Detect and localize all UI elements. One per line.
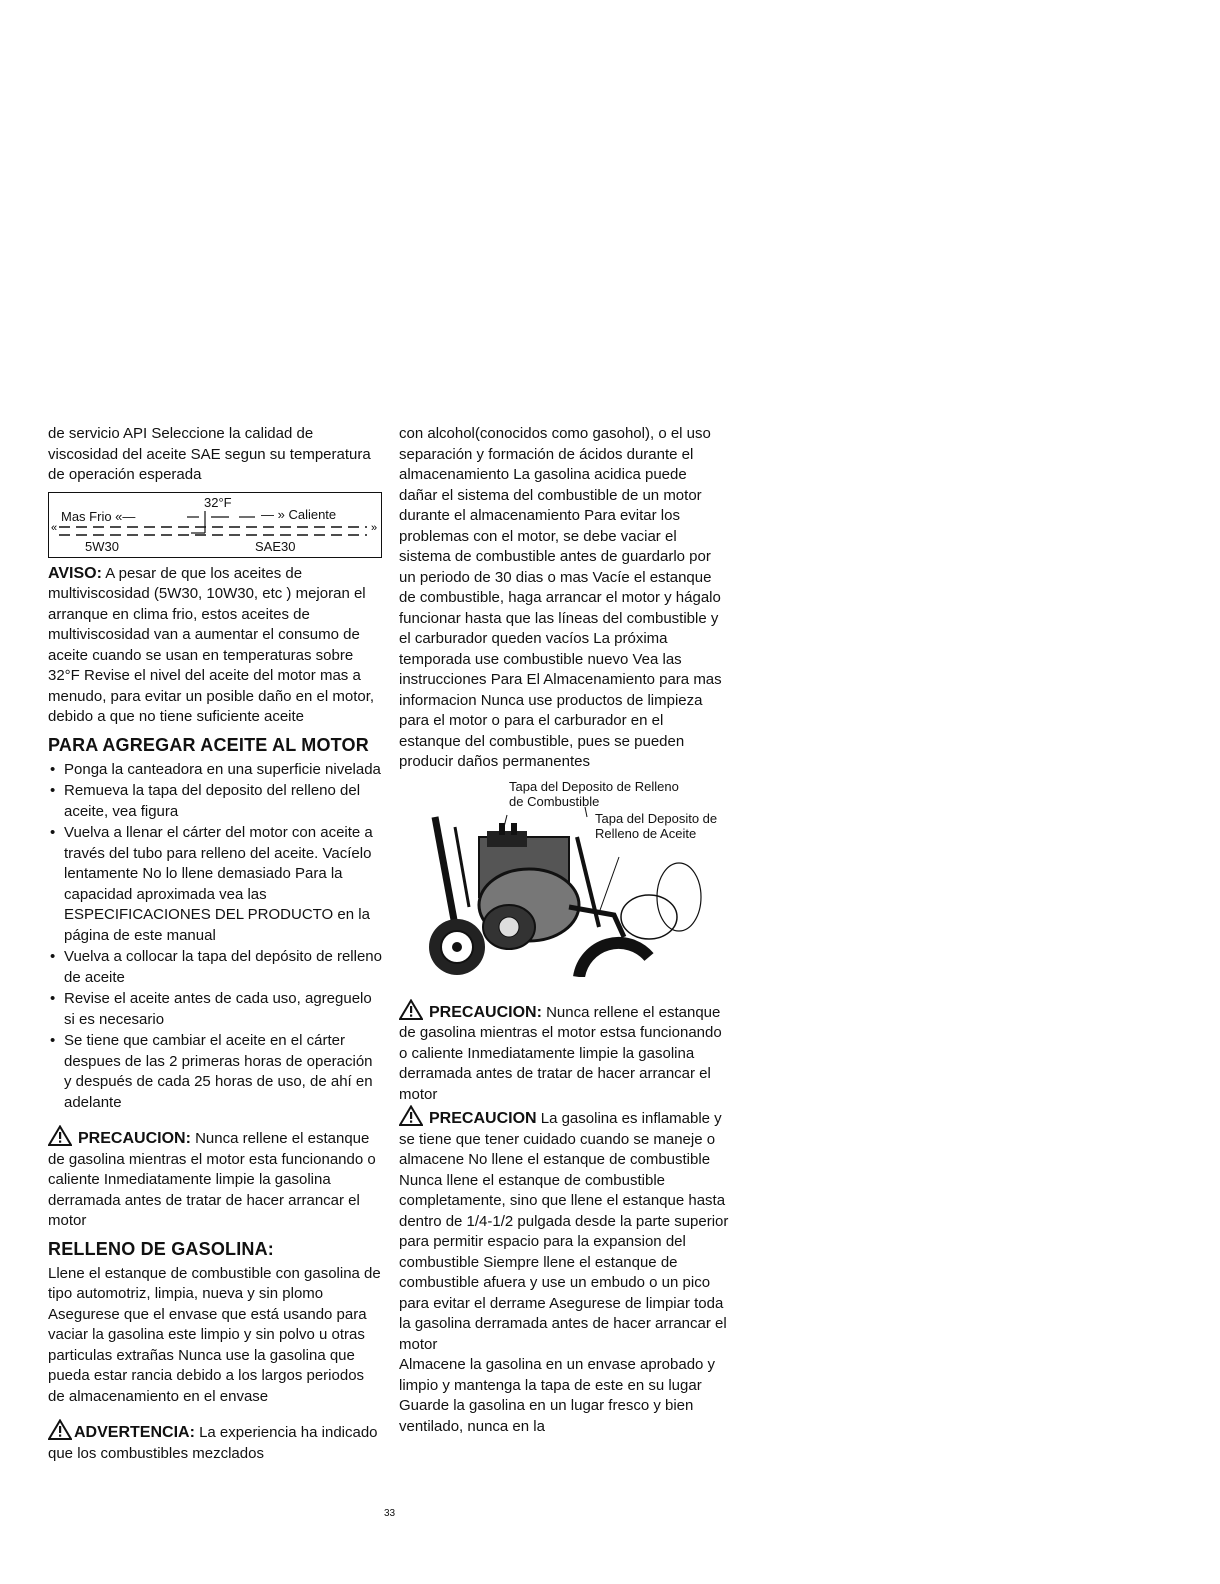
- caution-paragraph-1: [48, 1125, 382, 1232]
- right-column: [399, 424, 729, 1437]
- caution-text-2: Nunca rellene el estanque de gasolina mientras el motor estsa funcionando o caliente Inmediatamente limpie la gasolina derramada antes de tratar de hacer arrancar el motor: [399, 1003, 722, 1103]
- aviso-label: AVISO:: [48, 564, 102, 582]
- intro-paragraph: de servicio API Seleccione la calidad de viscosidad del aceite SAE segun su temperatura de operación esperada: [48, 425, 371, 483]
- storage-paragraph: Almacene la gasolina en un envase aprobado y limpio y mantenga la tapa de este en su lugar Guarde la gasolina en un lugar fresco y bien ventilado, nunca en la: [399, 1356, 716, 1435]
- viscosity-cold-label: Mas Frio «—: [61, 508, 136, 524]
- caution-label-3: PRECAUCION: [429, 1110, 537, 1127]
- fuel-heading: RELLENO DE GASOLINA:: [48, 1238, 275, 1259]
- add-oil-list: [48, 760, 382, 1114]
- warning-paragraph: [48, 1419, 382, 1464]
- aviso-text: A pesar de que los aceites de multiviscosidad (5W30, 10W30, etc ) mejoran el arranque en clima frio, estos aceites de multiviscosidad van a aumentar el consumo de aceite cuando se usan en temperaturas sobre 32°F Revise el nivel del aceite del motor mas a menudo, para evitar un posible daño en el motor, debido a que no tiene suficiente aceite: [48, 564, 375, 725]
- list-item: • Remueva la tapa del deposito del relleno del aceite, vea figura: [48, 781, 382, 822]
- list-item: • Ponga la canteadora en una superficie nivelada: [48, 760, 382, 781]
- left-column: [48, 424, 382, 1464]
- aviso-paragraph: [48, 564, 382, 728]
- viscosity-chart: [48, 492, 382, 558]
- caution-text-1: Nunca rellene el estanque de gasolina mientras el motor esta funcionando o caliente Inmediatamente limpie la gasolina derramada antes de tratar de hacer arrancar el motor: [48, 1130, 376, 1229]
- warning-triangle-icon: [48, 1419, 72, 1440]
- warning-triangle-icon: [399, 999, 423, 1020]
- viscosity-oil-hot: SAE30: [255, 538, 296, 554]
- svg-text:«: «: [51, 521, 58, 534]
- add-oil-heading: PARA AGREGAR ACEITE AL MOTOR: [48, 734, 369, 755]
- caution-text-3: La gasolina es inflamable y se tiene que tener cuidado cuando se maneje o almacene No llene el estanque de combustible Nunca llene el estanque de combustible completamente, sino que llene el estanque hasta dentro de 1/4-1/2 pulgada desde la parte superior para permitir espacio para la expansion del combustible Siempre llene el estanque de combustible afuera y use un embudo o un pico para evitar el derrame Asegurese de limpiar toda la gasolina derramada antes de hacer arrancar el motor: [399, 1110, 729, 1353]
- viscosity-temperature: 32°F: [204, 494, 232, 510]
- list-item: • Se tiene que cambiar el aceite en el cárter despues de las 2 primeras horas de operación y después de cada 25 horas de uso, de ahí en adelante: [48, 1031, 382, 1113]
- caution-paragraph-2: [399, 999, 729, 1106]
- list-item: • Vuelva a llenar el cárter del motor con aceite a través del tubo para relleno del aceite. Vacíelo lentamente No lo llene demasiado Para la capacidad aproximada vea las ESPECIFICACIONES DEL PRODUCTO en la página de este manual: [48, 823, 382, 946]
- viscosity-hot-label: — » Caliente: [261, 506, 337, 522]
- svg-text:»: »: [371, 521, 378, 534]
- engine-figure: [399, 778, 729, 977]
- warning-label: ADVERTENCIA:: [74, 1424, 195, 1441]
- warning-triangle-icon: [48, 1125, 72, 1146]
- continued-paragraph: con alcohol(conocidos como gasohol), o el uso separación y formación de ácidos durante el almacenamiento La gasolina acidica puede dañar el sistema del combustible de un motor durante el almacenamiento Para evitar los problemas con el motor, se debe vaciar el sistema de combustible antes de guardarlo por un periodo de 30 dias o mas Vacíe el estanque de combustible, haga arrancar el motor y hágalo funcionar hasta que las líneas del combustible y el carburador queden vacíos La próxima temporada use combustible nuevo Vea las instrucciones Para El Almacenamiento para mas informacion Nunca use productos de limpieza para el motor o para el carburador en el estanque del combustible, pues se pueden producir daños permanentes: [399, 425, 722, 770]
- fuel-paragraph: Llene el estanque de combustible con gasolina de tipo automotriz, limpia, nueva y sin plomo Asegurese que el envase que está usando para vaciar la gasolina este limpio y sin polvo u otras particulas extrañas Nunca use la gasolina que pueda estar rancia debido a los largos periodos de almacenamiento en el envase: [48, 1264, 381, 1405]
- oil-cap-label: Tapa del Deposito de Relleno de Aceite: [595, 810, 718, 841]
- list-item: • Vuelva a collocar la tapa del depósito de relleno de aceite: [48, 947, 382, 988]
- page-number: 33: [384, 1508, 396, 1519]
- list-item: • Revise el aceite antes de cada uso, agreguelo si es necesario: [48, 989, 382, 1030]
- caution-paragraph-3: [399, 1105, 729, 1355]
- warning-triangle-icon: [399, 1105, 423, 1126]
- fuel-cap-label: Tapa del Deposito de Relleno de Combustible: [509, 778, 679, 809]
- warning-text: La experiencia ha indicado que los combustibles mezclados: [48, 1424, 378, 1462]
- viscosity-oil-cold: 5W30: [85, 538, 119, 554]
- caution-label-1: PRECAUCION:: [78, 1130, 191, 1147]
- caution-label-2: PRECAUCION:: [429, 1003, 542, 1021]
